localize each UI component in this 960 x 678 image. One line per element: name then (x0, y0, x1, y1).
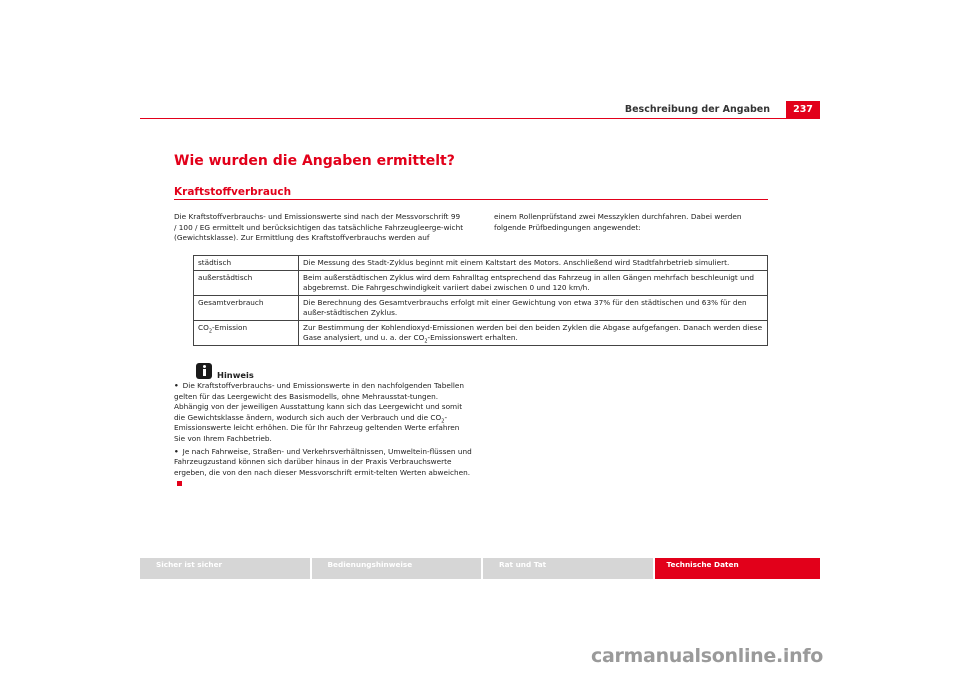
co2-key-suffix: -Emission (212, 323, 248, 332)
co2-value-subscript: 2 (424, 338, 428, 345)
test-conditions-table (193, 255, 768, 346)
note-header (196, 362, 254, 380)
note-item-text-cont: -Emissionswerte leicht erhöhen. Die für Ihr Fahrzeug geltenden Werte erfahren Sie von Ihrem Fachbetrieb. (174, 412, 460, 443)
header-divider (140, 118, 820, 119)
intro-text-left: Die Kraftstoffverbrauchs- und Emissionswerte sind nach der Messvorschrift 99 / 100 / EG ermittelt und berücksichtigen das tatsächliche Fahrzeugleerge-wicht (Gewichtsklasse). Zur Ermittlung des Kraftstoffverbrauchs werden auf (174, 212, 464, 243)
table-key-cell: städtisch (194, 256, 299, 271)
co2-subscript: 2 (441, 418, 445, 425)
subsection-title: Kraftstoffverbrauch (174, 186, 292, 198)
note-item-text: Die Kraftstoffverbrauchs- und Emissionswerte in den nachfolgenden Tabellen gelten für das Leergewicht des Basismodells, ohne Mehrausstat-tungen. Abhängig von der jeweiligen Ausstattung kann sich das Leergewicht und somit die Gewichtsklasse ändern, wodurch sich auch der Verbrauch und die CO (174, 381, 465, 422)
tab-technische-daten[interactable]: Technische Daten (653, 558, 821, 579)
co2-key-subscript: 2 (208, 328, 213, 335)
note-body (174, 381, 472, 491)
header-title: Beschreibung der Angaben (624, 104, 770, 115)
end-of-section-icon (177, 481, 182, 486)
section-title: Wie wurden die Angaben ermittelt? (174, 153, 455, 169)
table-row (194, 296, 768, 321)
note-label: Hinweis (217, 370, 254, 380)
table-value-cell: Die Messung des Stadt-Zyklus beginnt mit einem Kaltstart des Motors. Anschließend wird Stadtfahrbetrieb simuliert. (299, 256, 768, 271)
co2-value-suffix: -Emissionswert erhalten. (427, 333, 518, 342)
table-row (194, 256, 768, 271)
note-item (174, 447, 472, 489)
tab-bedienungshinweise[interactable]: Bedienungshinweise (310, 558, 482, 579)
watermark: carmanualsonline.info (591, 645, 824, 667)
info-icon (196, 363, 212, 379)
bullet-icon: • (174, 446, 179, 456)
note-item (174, 381, 472, 445)
table-key-cell (194, 321, 299, 346)
bullet-icon: • (174, 381, 179, 390)
note-item-text: Je nach Fahrweise, Straßen- und Verkehrsverhältnissen, Umweltein-flüssen und Fahrzeugzustand können sich darüber hinaus in der Praxis Verbrauchswerte ergeben, die von den nach dieser Messvorschrift ermit-telten Werten abweichen. (174, 446, 472, 477)
table-row (194, 321, 768, 346)
table-key-cell: Gesamtverbrauch (194, 296, 299, 321)
page-number: 237 (786, 101, 820, 118)
intro-text-right: einem Rollenprüfstand zwei Messzyklen durchfahren. Dabei werden folgende Prüfbedingungen angewendet: (494, 212, 742, 232)
co2-value-prefix: Zur Bestimmung der Kohlendioxyd-Emissionen werden bei den beiden Zyklen die Abgase aufgefangen. Danach werden diese Gase analysiert, und u. a. der CO (303, 323, 763, 342)
table-value-cell: Beim außerstädtischen Zyklus wird dem Fahralltag entsprechend das Fahrzeug in allen Gängen mehrfach beschleunigt und abgebremst. Die Fahrgeschwindigkeit variiert dabei zwischen 0 und 120 km/h. (299, 271, 768, 296)
tab-sicher-ist-sicher[interactable]: Sicher ist sicher (140, 558, 310, 579)
subsection-divider (174, 199, 768, 200)
footer-nav (140, 558, 820, 579)
table-row (194, 271, 768, 296)
table-value-cell: Die Berechnung des Gesamtverbrauchs erfolgt mit einer Gewichtung von etwa 37% für den städtischen und 63% für den außer-städtischen Zyklus. (299, 296, 768, 321)
table-value-cell (299, 321, 768, 346)
table-key-cell: außerstädtisch (194, 271, 299, 296)
co2-key-prefix: CO (198, 323, 209, 332)
tab-rat-und-tat[interactable]: Rat und Tat (481, 558, 653, 579)
